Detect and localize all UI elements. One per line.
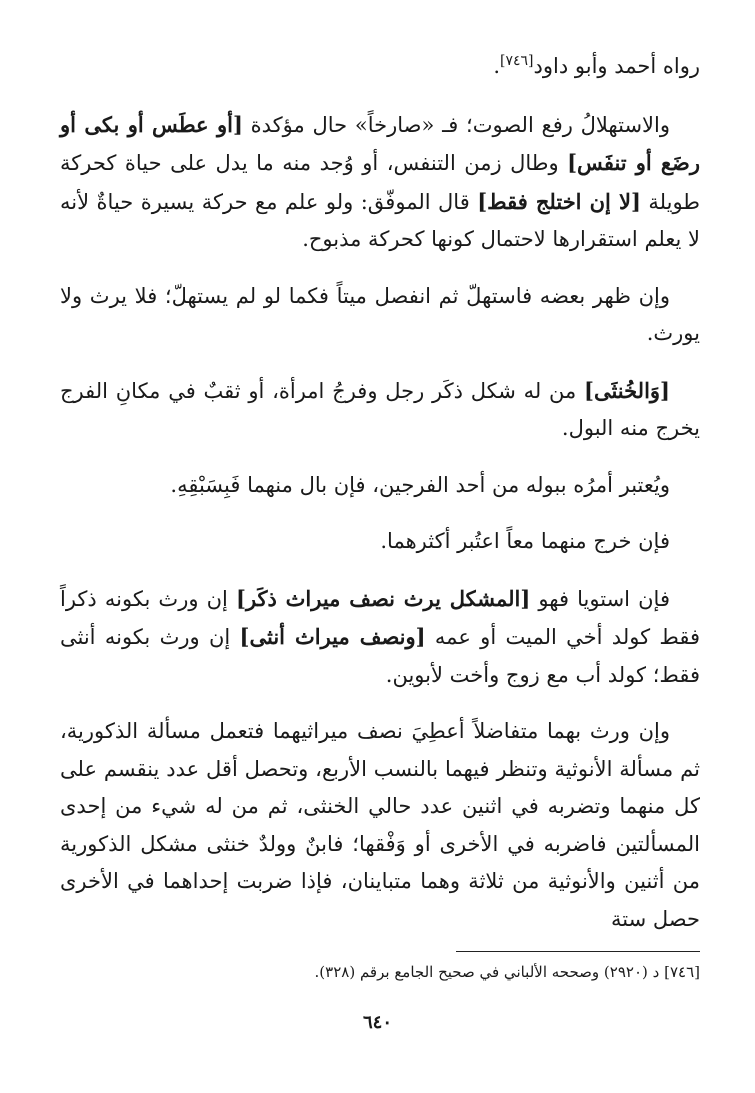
paragraph-urination-rule bbox=[60, 467, 700, 505]
page-body bbox=[60, 48, 700, 957]
footnote-marker: [٧٤٦] bbox=[664, 963, 700, 981]
hadith-source-end: . bbox=[493, 54, 501, 78]
istihlal-text-2: وطال زمن التنفس، أو وُجد منه ما يدل على حياة كحركة طويلة bbox=[60, 151, 701, 214]
footnote-ref-746[interactable]: [٧٤٦] bbox=[500, 53, 534, 69]
footnote-separator bbox=[456, 951, 700, 952]
paragraph-mushkil-share bbox=[60, 580, 700, 695]
istihlal-bold-1: [أو عطَس أو بكى أو رضَع أو تنفَس] bbox=[60, 111, 700, 175]
mushkil-text-1: فإن استويا فهو bbox=[530, 586, 670, 611]
hadith-source-text: رواه أحمد وأبو داود bbox=[533, 54, 700, 78]
paragraph-calculation-method bbox=[60, 713, 700, 938]
istihlal-bold-2: [لا إن اختلج فقط] bbox=[477, 188, 641, 214]
partial-birth-text: وإن ظهر بعضه فاستهلّ ثم انفصل ميتاً فكما لو لم يستهلّ؛ فلا يرث ولا يورث. bbox=[60, 283, 700, 345]
footnote-text: د (٢٩٢٠) وصححه الألباني في صحيح الجامع برقم (٣٢٨). bbox=[314, 963, 660, 981]
urination-rule-text: ويُعتبر أمرُه ببوله من أحد الفرجين، فإن بال منهما فَبِسَبْقِهِ. bbox=[170, 472, 670, 497]
calculation-method-text: وإن ورث بهما متفاضلاً أعطِيَ نصف ميراثيهما فتعمل مسألة الذكورية، ثم مسألة الأنوثية وتنظر فيهما بالنسب الأربع، وتحصل أقل عدد ينقسم على كل منهما وتضربه في اثنين عدد حالي الخنثى، ثم من له شيء من إحدى المسألتين فاضربه في الأخرى أو وَفْقها؛ فابنٌ وولدٌ خنثى مشكل الذكورية من أثنين والأنوثية من ثلاثة وهما متباينان، فإذا ضربت إحداهما في الأخرى حصل ستة bbox=[60, 719, 700, 931]
istihlal-text-1: والاستهلالُ رفع الصوت؛ فـ «صارخاً» حال مؤكدة bbox=[242, 112, 670, 137]
istihlal-text-3: قال الموفّق: ولو علم مع حركة يسيرة حياةٌ لأنه لا يعلم استقرارها لاحتمال كونها كحركة مذبوح. bbox=[60, 189, 700, 251]
khuntha-term: [وَالخُنثَى] bbox=[584, 377, 670, 403]
mushkil-text-2: إن ورث بكونه ذكراً فقط كولد أخي الميت أو عمه bbox=[60, 586, 700, 649]
both-exits-text: فإن خرج منهما معاً اعتُبر أكثرهما. bbox=[380, 529, 670, 553]
mushkil-text-3: إن ورث بكونه أنثى فقط؛ كولد أب مع زوج وأخت لأبوين. bbox=[60, 625, 700, 687]
paragraph-istihlal bbox=[60, 106, 700, 259]
paragraph-hadith-source bbox=[60, 48, 700, 86]
paragraph-partial-birth bbox=[60, 278, 700, 353]
paragraph-both-exits bbox=[60, 523, 700, 561]
page-number: ٦٤٠ bbox=[362, 1012, 392, 1033]
khuntha-definition-text: من له شكل ذكَر رجل وفرجُ امرأة، أو ثقبٌ في مكانِ الفرج يخرج منه البول. bbox=[60, 378, 700, 440]
mushkil-bold-1: [المشكل يرث نصف ميراث ذكَر] bbox=[236, 585, 531, 611]
footnote bbox=[60, 960, 700, 984]
paragraph-khuntha-definition bbox=[60, 372, 700, 448]
mushkil-bold-2: [ونصف ميراث أنثى] bbox=[239, 624, 426, 649]
